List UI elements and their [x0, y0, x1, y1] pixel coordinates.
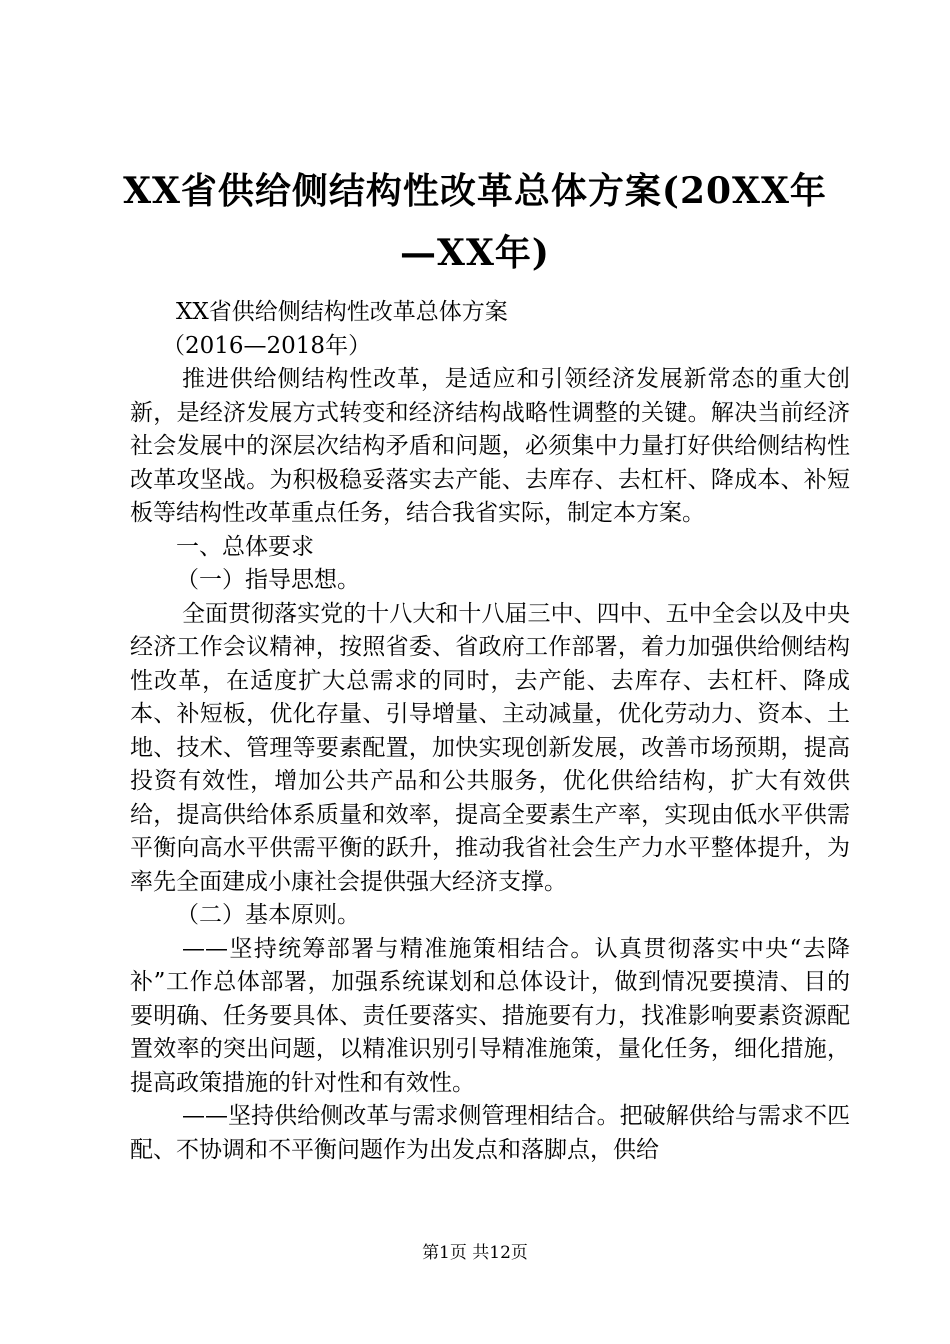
subsection-heading: （二）基本原则。: [176, 902, 360, 928]
guiding-thought-paragraph: 全面贯彻落实党的十八大和十八届三中、四中、五中全会以及中央经济工作会议精神，按照省委、省政府工作部署，着力加强供给侧结构性改革，在适度扩大总需求的同时，去产能、去库存、去杠杆、降成本、补短板，优化存量、引导增量、主动减量，优化劳动力、资本、土地、技术、管理等要素配置，加快实现创新发展，改善市场预期，提高投资有效性，增加公共产品和公共服务，优化供给结构，扩大有效供给，提高供给体系质量和效率，提高全要素生产率，实现由低水平供需平衡向高水平供需平衡的跃升，推动我省社会生产力水平整体提升，为率先全面建成小康社会提供强大经济支撑。: [130, 600, 850, 895]
page-footer: 第1页 共12页: [422, 1243, 528, 1263]
document-period: （2016—2018年）: [162, 332, 372, 359]
intro-paragraph: 推进供给侧结构性改革，是适应和引领经济发展新常态的重大创新，是经济发展方式转变和经济结构战略性调整的关键。解决当前经济社会发展中的深层次结构矛盾和问题，必须集中力量打好供给侧结构性改革攻坚战。为积极稳妥落实去产能、去库存、去杠杆、降成本、补短板等结构性改革重点任务，结合我省实际，制定本方案。: [130, 366, 850, 526]
principle-paragraph: ——坚持供给侧改革与需求侧管理相结合。把破解供给与需求不匹配、不协调和不平衡问题作为出发点和落脚点，供给: [130, 1103, 850, 1163]
document-title: XX省供给侧结构性改革总体方案(20XX年—XX年): [123, 170, 827, 274]
section-heading: 一、总体要求: [176, 533, 314, 560]
document-subtitle: XX省供给侧结构性改革总体方案: [176, 299, 508, 325]
principle-paragraph: ——坚持统筹部署与精准施策相结合。认真贯彻落实中央“去降补”工作总体部署，加强系统谋划和总体设计，做到情况要摸清、目的要明确、任务要具体、责任要落实、措施要有力，找准影响要素资源配置效率的突出问题，以精准识别引导精准施策，量化任务，细化措施，提高政策措施的针对性和有效性。: [130, 935, 850, 1096]
subsection-heading: （一）指导思想。: [176, 567, 360, 593]
document-body: [130, 296, 850, 1167]
